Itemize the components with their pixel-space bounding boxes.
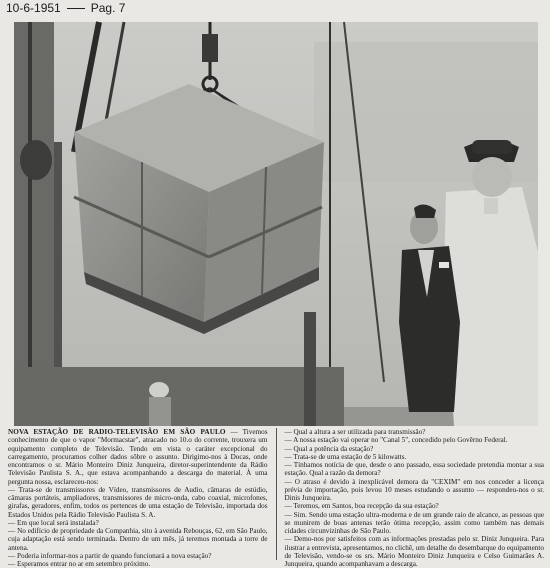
article-paragraph: — Sim. Sendo uma estação ultra-moderna e de um grande raio de alcance, as pessoas que se munirem de boas antenas terão ótima recepção, assim como também nas demais cidades circunvizinhas de São Paulo. (285, 511, 545, 536)
article-right-column (284, 428, 545, 568)
article-paragraph: — O atraso é devido à inexplicável demora da "CEXIM" em nos conceder a licença prévia de importação, pois levou 10 meses estudando o assunto — respondeu-nos o sr. Dinis Junqueira. (285, 478, 545, 503)
article-lead: NOVA ESTAÇÃO DE RADIO-TELEVISÃO EM SÃO PAULO — Tivemos conhecimento de que o vapor "Mormacstar", atracado no 10.o do corrente, trouxera um equipamento completo de Televisão. Tendo em vista o caráter excepcional do carregamento, procuramos colher dados sôbre o assunto. Dirigimo-nos à Docas, onde encontramos o sr. Mário Monteiro Diniz Junqueira, diretor-superintendente da Rádio Televisão Paulista S. A., que estava acompanhando a descarga do material. À uma pergunta nossa, esclareceu-nos: (8, 428, 268, 486)
halftone-overlay (14, 22, 538, 426)
page-number: Pag. 7 (90, 1, 126, 15)
article-paragraph: — Poderia informar-nos a partir de quando funcionará a nova estação? (8, 552, 268, 560)
article-paragraph: — A nossa estação vai operar no "Canal 5", concedido pelo Govêrno Federal. (285, 436, 545, 444)
article-paragraph: — Demo-nos por satisfeitos com as informações prestadas pelo sr. Diniz Junqueira. Para ilustrar a entrevista, apresentamos, no clichê, um detalhe do desembarque do equipamento de Televisão, vendo-se os srs. Mário Monteiro Diniz Junqueira e Celso Guimarães A. Junqueira, quando acompanhavam a descarga. (285, 535, 545, 568)
article-headline: NOVA ESTAÇÃO DE RADIO-TELEVISÃO EM SÃO PAULO (8, 428, 226, 436)
column-divider (276, 428, 277, 560)
article-paragraph: — Trata-se de uma estação de 5 kilowatts. (285, 453, 545, 461)
article-paragraph: — Qual a altura a ser utilizada para transmissão? (285, 428, 545, 436)
header-rule (67, 8, 85, 9)
article-intro: Tivemos conhecimento de que o vapor "Mormacstar", atracado no 10.o do corrente, trouxera um equipamento completo de Televisão. Tendo em vista o caráter excepcional do carregamento, procuramos colher dados sôbre o assunto. Dirigimo-nos à Docas, onde encontramos o sr. Mário Monteiro Diniz Junqueira, diretor-superintendente da Rádio Televisão Paulista S. A., que estava acompanhando a descarga do material. À uma pergunta nossa, esclareceu-nos: (8, 428, 268, 486)
article-paragraph: — Teremos, em Santos, boa recepção da sua estação? (285, 502, 545, 510)
photograph-icon (14, 22, 538, 426)
article-paragraph: — Esperamos entrar no ar em setembro próximo. (8, 560, 268, 568)
article-paragraph: — Qual a potência da estação? (285, 445, 545, 453)
page-date: 10-6-1951 (6, 1, 61, 15)
article-paragraph: — Tínhamos notícia de que, desde o ano passado, essa sociedade pretendia montar a sua estação. Qual a razão da demora? (285, 461, 545, 478)
article-left-column (8, 428, 268, 568)
page-header (6, 0, 206, 16)
article-paragraph: — Em que local será instalada? (8, 519, 268, 527)
article-paragraph: — Trata-se de transmissores de Vídeo, transmissores de Audio, câmaras de estúdio, câmaras portáteis, ampliadores, transmissores de micro-onda, cabo coaxial, microfones, girafas, geradores, enfim, todos os pertences de uma estação de Televisão, importada dos Estados Unidos pela Rádio Televisão Paulista S. A. (8, 486, 268, 519)
article (8, 428, 545, 568)
article-paragraph: — No edifício de propriedade da Companhia, sito à avenida Rebouças, 62, em São Paulo, cuja adaptação está sendo terminada. Dentro de um mês, já teremos montada a torre de antena. (8, 527, 268, 552)
news-photo (14, 22, 538, 426)
